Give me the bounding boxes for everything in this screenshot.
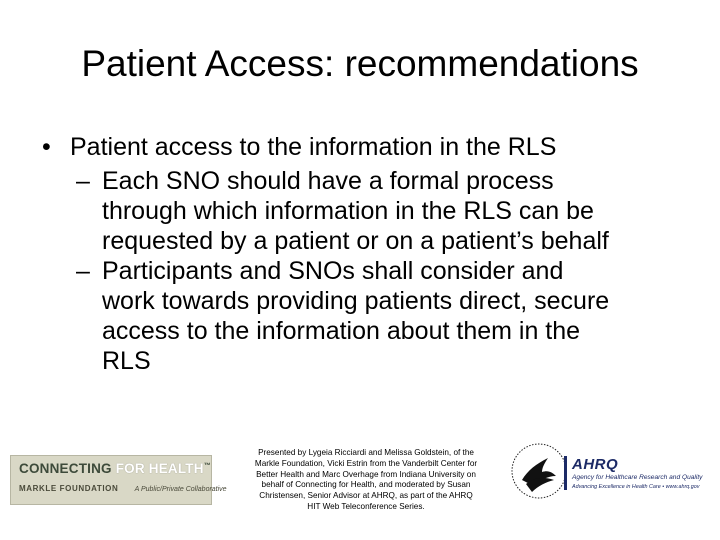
ahrq-tagline: Advancing Excellence in Health Care • www.ahrq.gov [572, 484, 700, 490]
connecting-for-health-logo [10, 455, 227, 505]
dash-mark: – [76, 167, 90, 195]
ahrq-logo [568, 456, 710, 504]
bullet-text: Patient access to the information in the RLS [70, 133, 557, 161]
sub-bullet-line: Each SNO should have a formal process [102, 167, 554, 195]
sub-bullet-line: work towards providing patients direct, secure [102, 287, 610, 315]
ahrq-wordmark: AHRQ [572, 456, 619, 473]
cfh-logo-subline: MARKLE FOUNDATION A Public/Private Collaborative [19, 484, 227, 493]
sub-bullet-line: Participants and SNOs shall consider and [102, 257, 564, 285]
sub-bullet-line: RLS [102, 347, 151, 375]
sub-bullet-item [42, 166, 692, 256]
slide-title: Patient Access: recommendations [81, 43, 639, 84]
presenter-credit [228, 448, 504, 513]
bullet-list [42, 132, 692, 376]
sub-bullet-line: through which information in the RLS can be [102, 197, 594, 225]
credit-line: Presented by Lygeia Ricciardi and Melissa Goldstein, of the [258, 448, 474, 457]
sub-bullet-line: requested by a patient or on a patient’s behalf [102, 227, 609, 255]
credit-line: behalf of Connecting for Health, and moderated by Susan [261, 480, 471, 490]
footer [0, 440, 720, 540]
cfh-logo-wordmark: CONNECTING FOR HEALTH™ [19, 461, 211, 476]
hhs-seal-icon [508, 440, 570, 502]
sub-bullet-line: access to the information about them in the [102, 317, 581, 345]
credit-line: Christensen, Senior Advisor at AHRQ, as part of the AHRQ [259, 491, 473, 501]
dash-mark: – [76, 257, 90, 285]
bullet-mark: • [42, 133, 51, 161]
bullet-item [42, 132, 692, 162]
ahrq-agency-name: Agency for Healthcare Research and Quality [572, 474, 703, 481]
credit-line: Better Health and Marc Overhage from Indiana University on [256, 469, 476, 479]
sub-bullet-item [42, 256, 692, 376]
credit-line: Markle Foundation, Vicki Estrin from the Vanderbilt Center for [254, 458, 478, 468]
credit-line: HIT Web Teleconference Series. [307, 501, 425, 511]
